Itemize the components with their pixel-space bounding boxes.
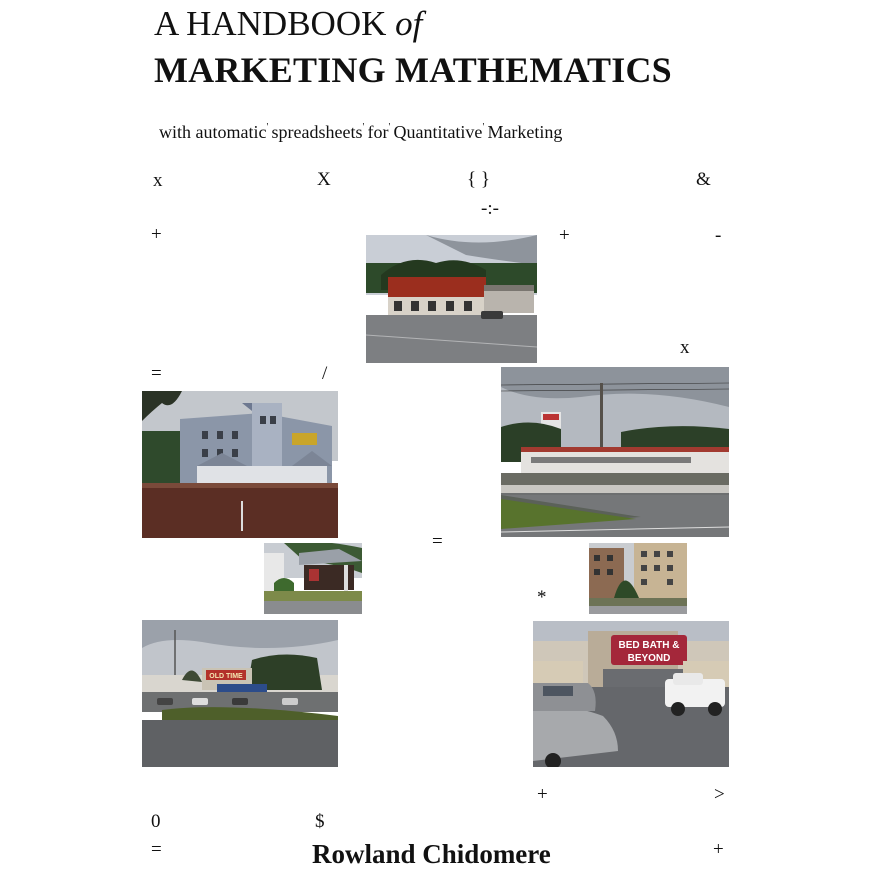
math-symbol: X bbox=[317, 169, 331, 190]
subtitle-part: with automatic bbox=[159, 122, 267, 142]
title-line-2: MARKETING MATHEMATICS bbox=[154, 50, 672, 90]
store-sign-text: OLD TIME bbox=[209, 673, 243, 680]
subtitle-part: Quantitative bbox=[393, 122, 483, 142]
photo-apartment bbox=[589, 543, 687, 614]
title-of: of bbox=[395, 4, 423, 43]
photo-pavilion bbox=[264, 543, 362, 614]
photo-strip-mall bbox=[501, 367, 729, 537]
math-symbol: x bbox=[153, 170, 163, 191]
math-symbol: $ bbox=[315, 811, 325, 832]
math-symbol: = bbox=[151, 363, 162, 384]
math-symbol: 0 bbox=[151, 811, 161, 832]
math-symbol: { } bbox=[467, 169, 490, 190]
math-symbol: - bbox=[715, 225, 722, 246]
store-sign-line2: BEYOND bbox=[627, 653, 671, 664]
store-sign-line1: BED BATH & bbox=[618, 640, 680, 651]
subtitle-part: Marketing bbox=[487, 122, 563, 142]
math-symbol: & bbox=[696, 169, 711, 190]
math-symbol: > bbox=[714, 784, 725, 805]
math-symbol: * bbox=[537, 587, 547, 608]
photo-old-time-store bbox=[142, 620, 338, 767]
math-symbol: + bbox=[559, 225, 570, 246]
photo-hotel bbox=[142, 391, 338, 538]
math-symbol: / bbox=[322, 363, 328, 384]
math-symbol: x bbox=[680, 337, 690, 358]
math-symbol: + bbox=[537, 784, 548, 805]
math-symbol: -:- bbox=[481, 198, 499, 219]
author-name: Rowland Chidomere bbox=[312, 839, 551, 869]
photo-storefront bbox=[366, 235, 537, 363]
subtitle-part: for bbox=[367, 122, 389, 142]
title-handbook: A HANDBOOK bbox=[154, 4, 387, 43]
math-symbol: + bbox=[151, 224, 162, 245]
subtitle: with automatic' spreadsheets' for' Quantitative' Marketing bbox=[159, 122, 563, 142]
math-symbol: = bbox=[151, 839, 162, 860]
math-symbol: = bbox=[432, 531, 443, 552]
photo-bed-bath-beyond bbox=[533, 621, 729, 767]
title-line-1 bbox=[154, 4, 422, 44]
subtitle-part: spreadsheets bbox=[271, 122, 363, 142]
math-symbol: + bbox=[713, 839, 724, 860]
